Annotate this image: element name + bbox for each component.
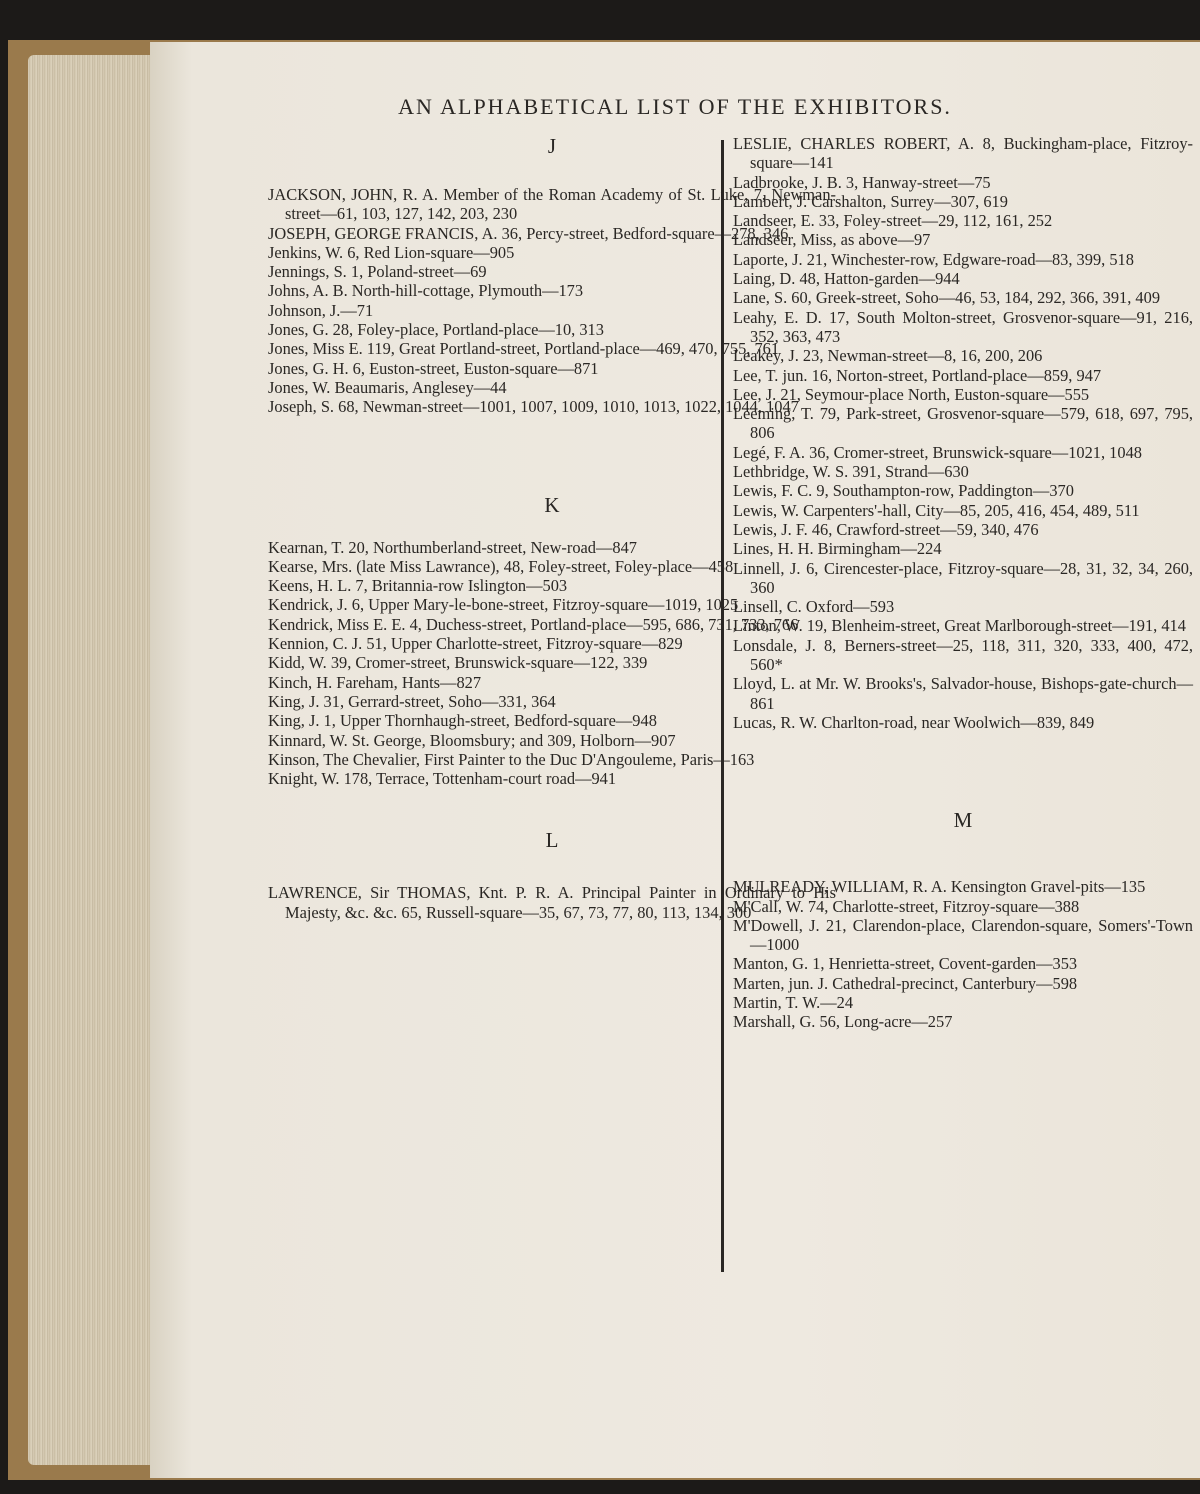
entry: Kinnard, W. St. George, Bloomsbury; and 309, Holborn—907	[268, 730, 676, 750]
entry: Lewis, J. F. 46, Crawford-street—59, 340, 476	[733, 519, 1039, 539]
entry: Linton, W. 19, Blenheim-street, Great Marlborough-street—191, 414	[733, 616, 1186, 636]
entry: King, J. 31, Gerrard-street, Soho—331, 364	[268, 691, 556, 711]
section-letter-l: L	[545, 828, 559, 853]
entry: Kidd, W. 39, Cromer-street, Brunswick-square—122, 339	[268, 653, 648, 673]
book-page	[150, 42, 1200, 1478]
entry: Legé, F. A. 36, Cromer-street, Brunswick-square—1021, 1048	[733, 442, 1142, 462]
entry: Jennings, S. 1, Poland-street—69	[268, 262, 487, 282]
entry: Kearse, Mrs. (late Miss Lawrance), 48, Foley-street, Foley-place—458	[268, 556, 734, 576]
entry: Lee, J. 21, Seymour-place North, Euston-square—555	[733, 384, 1090, 404]
entry: Laing, D. 48, Hatton-garden—944	[733, 269, 960, 289]
entry: Lewis, F. C. 9, Southampton-row, Paddington—370	[733, 481, 1074, 501]
entry: Lewis, W. Carpenters'-hall, City—85, 205, 416, 454, 489, 511	[733, 500, 1140, 520]
entry: Lethbridge, W. S. 391, Strand—630	[733, 462, 969, 482]
entry: Lambert, J. Carshalton, Surrey—307, 619	[733, 191, 1008, 211]
entry: Kennion, C. J. 51, Upper Charlotte-street, Fitzroy-square—829	[268, 634, 683, 654]
entry: Jones, W. Beaumaris, Anglesey—44	[268, 377, 507, 397]
entry: Martin, T. W.—24	[733, 992, 854, 1012]
entry: Lane, S. 60, Greek-street, Soho—46, 53, 184, 292, 366, 391, 409	[733, 288, 1161, 308]
entry: Landseer, E. 33, Foley-street—29, 112, 161, 252	[733, 211, 1053, 231]
entry: Ladbrooke, J. B. 3, Hanway-street—75	[733, 172, 991, 192]
section-letter-m: M	[953, 808, 973, 833]
entry: LESLIE, CHARLES ROBERT, A. 8, Buckingham-place, Fitzroy-square—141	[733, 134, 1193, 173]
entry: Linsell, C. Oxford—593	[733, 597, 895, 617]
entry: Keens, H. L. 7, Britannia-row Islington—503	[268, 576, 568, 596]
entry: Jones, G. H. 6, Euston-street, Euston-square—871	[268, 358, 599, 378]
entry: M'Call, W. 74, Charlotte-street, Fitzroy-square—388	[733, 896, 1080, 916]
entry: Kinch, H. Fareham, Hants—827	[268, 672, 482, 692]
entry: LAWRENCE, Sir THOMAS, Knt. P. R. A. Principal Painter in Ordinary to His Majesty, &c. &c. 65, Russell-square—35, 67, 73, 77, 80, 113, 134, 300	[268, 883, 836, 922]
entry: Lucas, R. W. Charlton-road, near Woolwich—839, 849	[733, 712, 1095, 732]
entry: Leeming, T. 79, Park-street, Grosvenor-square—579, 618, 697, 795, 806	[733, 404, 1193, 443]
entry: Lines, H. H. Birmingham—224	[733, 539, 942, 559]
entry: M'Dowell, J. 21, Clarendon-place, Clarendon-square, Somers'-Town—1000	[733, 915, 1193, 955]
entry: Lee, T. jun. 16, Norton-street, Portland-place—859, 947	[733, 365, 1102, 385]
entry: Jones, Miss E. 119, Great Portland-street, Portland-place—469, 470, 755, 761	[268, 339, 780, 359]
entry: Leakey, J. 23, Newman-street—8, 16, 200, 206	[733, 346, 1043, 366]
entry: Jenkins, W. 6, Red Lion-square—905	[268, 242, 515, 262]
entry: Landseer, Miss, as above—97	[733, 230, 931, 250]
entry: Leahy, E. D. 17, South Molton-street, Grosvenor-square—91, 216, 352, 363, 473	[733, 307, 1193, 346]
entry: Lonsdale, J. 8, Berners-street—25, 118, 311, 320, 333, 400, 472, 560*	[733, 635, 1193, 675]
entry: Knight, W. 178, Terrace, Tottenham-court road—941	[268, 769, 617, 789]
entry: Kendrick, Miss E. E. 4, Duchess-street, Portland-place—595, 686, 731, 733, 766	[268, 614, 799, 634]
right-column	[733, 134, 1193, 1032]
entry: Manton, G. 1, Henrietta-street, Covent-garden—353	[733, 954, 1078, 974]
entry: Marshall, G. 56, Long-acre—257	[733, 1012, 953, 1032]
entry: Laporte, J. 21, Winchester-row, Edgware-road—83, 399, 518	[733, 249, 1134, 269]
section-letter-j: J	[547, 134, 557, 158]
entry: Marten, jun. J. Cathedral-precinct, Canterbury—598	[733, 973, 1078, 993]
page-header: AN ALPHABETICAL LIST OF THE EXHIBITORS.	[398, 94, 952, 119]
entry: Kearnan, T. 20, Northumberland-street, New-road—847	[268, 537, 637, 557]
entry: Linnell, J. 6, Cirencester-place, Fitzroy-square—28, 31, 32, 34, 260, 360	[733, 558, 1193, 597]
entry: Jones, G. 28, Foley-place, Portland-place—10, 313	[268, 320, 604, 340]
entry: Kendrick, J. 6, Upper Mary-le-bone-street, Fitzroy-square—1019, 1025	[268, 595, 739, 615]
entry: Johnson, J.—71	[268, 300, 374, 320]
entry: King, J. 1, Upper Thornhaugh-street, Bedford-square—948	[268, 711, 657, 731]
entry: Joseph, S. 68, Newman-street—1001, 1007, 1009, 1010, 1013, 1022, 1044, 1047	[268, 397, 799, 417]
section-letter-k: K	[544, 492, 560, 517]
entry: MULREADY, WILLIAM, R. A. Kensington Gravel-pits—135	[733, 877, 1146, 897]
entry: Kinson, The Chevalier, First Painter to the Duc D'Angouleme, Paris—163	[268, 749, 755, 769]
entry: JOSEPH, GEORGE FRANCIS, A. 36, Percy-street, Bedford-square—278, 346	[268, 223, 789, 243]
entry: Lloyd, L. at Mr. W. Brooks's, Salvador-house, Bishops-gate-church—861	[733, 674, 1193, 713]
entry: JACKSON, JOHN, R. A. Member of the Roman Academy of St. Luke, 7, Newman-street—61, 103, 127, 142, 203, 230	[268, 185, 836, 224]
entry: Johns, A. B. North-hill-cottage, Plymouth—173	[268, 281, 584, 301]
